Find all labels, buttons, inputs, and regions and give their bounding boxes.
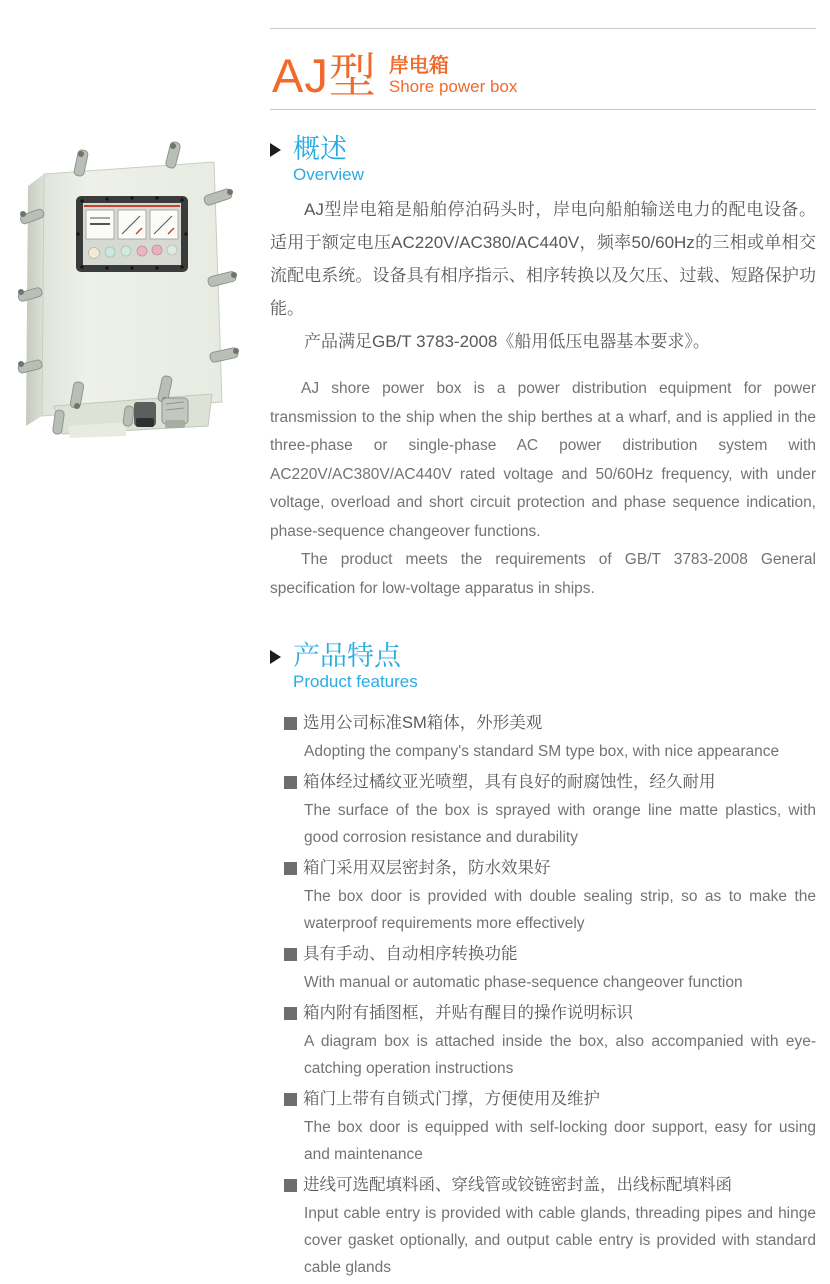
product-model: AJ型: [272, 49, 377, 102]
feature-text-cn: 选用公司标准SM箱体，外形美观: [303, 713, 543, 732]
feature-item: [284, 999, 816, 1082]
overview-heading-text: [293, 134, 364, 185]
overview-paragraph-cn: AJ型岸电箱是船舶停泊码头时，岸电向船舶输送电力的配电设备。适用于额定电压AC220V/AC380/AC440V，频率50/60Hz的三相或单相交流配电系统。设备具有相序指示、相序转换以及欠压、过载、短路保护功能。: [270, 200, 816, 319]
features-section: [270, 641, 816, 1280]
feature-text-cn: 进线可选配填料函、穿线管或铰链密封盖，出线标配填料函: [303, 1175, 732, 1194]
feature-item: [284, 854, 816, 937]
product-title-block: [270, 29, 816, 109]
feature-title-cn: [284, 854, 816, 882]
feature-item: [284, 1085, 816, 1168]
square-bullet-icon: [284, 717, 297, 730]
feature-item: [284, 940, 816, 996]
features-heading-text: [293, 641, 418, 692]
square-bullet-icon: [284, 1007, 297, 1020]
feature-text-en: The surface of the box is sprayed with orange line matte plastics, with good corrosion resistance and durability: [304, 801, 816, 846]
overview-heading: [270, 134, 816, 185]
feature-text-cn: 具有手动、自动相序转换功能: [303, 944, 518, 963]
feature-list: [270, 709, 816, 1281]
product-subtitle: [389, 55, 518, 99]
square-bullet-icon: [284, 1093, 297, 1106]
square-bullet-icon: [284, 862, 297, 875]
feature-text-cn: 箱门采用双层密封条，防水效果好: [303, 858, 551, 877]
title-divider: [270, 109, 816, 110]
overview-section: [270, 134, 816, 603]
overview-paragraph-en: AJ shore power box is a power distribution equipment for power transmission to the ship when the ship berthes at a wharf, and is applied in the three-phase or single-phase AC power distribution system with AC220V/AC380V/AC440V rated voltage and 50/60Hz frequency, with under voltage, overload and short circuit protection and phase sequence indication, phase-sequence changeover functions.: [270, 380, 816, 540]
section-arrow-icon: [270, 143, 281, 157]
feature-text-en: The box door is equipped with self-locking door support, easy for using and maintenance: [304, 1118, 816, 1163]
feature-text-en: Input cable entry is provided with cable glands, threading pipes and hinge cover gasket optionally, and output cable entry is provided with standard cable glands: [304, 1204, 816, 1276]
features-heading-en: Product features: [293, 672, 418, 692]
feature-title-cn: [284, 940, 816, 968]
overview-heading-cn: 概述: [293, 134, 347, 164]
feature-text-en: Adopting the company's standard SM type box, with nice appearance: [304, 742, 780, 760]
window-red-strip: [84, 205, 180, 207]
overview-paragraph-cn: 产品满足GB/T 3783-2008《船用低压电器基本要求》。: [304, 332, 710, 352]
feature-title-cn: [284, 999, 816, 1027]
feature-text-en: With manual or automatic phase-sequence changeover function: [304, 973, 743, 991]
feature-item: [284, 1171, 816, 1281]
feature-item: [284, 709, 816, 765]
feature-title-cn: [284, 768, 816, 796]
feature-title-cn: [284, 1085, 816, 1113]
feature-text-en: The box door is provided with double sealing strip, so as to make the waterproof requirements more effectively: [304, 887, 816, 932]
feature-title-cn: [284, 1171, 816, 1199]
features-heading-cn: 产品特点: [293, 641, 401, 672]
feature-text-cn: 箱内附有插图框，并贴有醒目的操作说明标识: [303, 1003, 633, 1022]
feature-text-cn: 箱门上带有自锁式门撑，方便使用及维护: [303, 1089, 600, 1108]
overview-heading-en: Overview: [293, 165, 364, 185]
section-arrow-icon: [270, 650, 281, 664]
meter-window: [76, 196, 188, 272]
content-column: [270, 0, 816, 1284]
feature-title-cn: [284, 709, 816, 737]
features-heading: [270, 641, 816, 692]
product-photo: [6, 134, 260, 450]
product-name-en: Shore power box: [388, 77, 518, 97]
feature-text-en: A diagram box is attached inside the box, also accompanied with eye-catching operation instructions: [304, 1032, 816, 1077]
analog-meters: [86, 210, 178, 239]
square-bullet-icon: [284, 948, 297, 961]
square-bullet-icon: [284, 776, 297, 789]
overview-paragraph-en: The product meets the requirements of GB/T 3783-2008 General specification for low-voltage apparatus in ships.: [270, 551, 816, 597]
product-name-cn: 岸电箱: [388, 55, 449, 78]
shore-power-box-illustration: [6, 134, 260, 450]
feature-item: [284, 768, 816, 851]
square-bullet-icon: [284, 1179, 297, 1192]
feature-text-cn: 箱体经过橘纹亚光喷塑，具有良好的耐腐蚀性，经久耐用: [303, 772, 716, 791]
